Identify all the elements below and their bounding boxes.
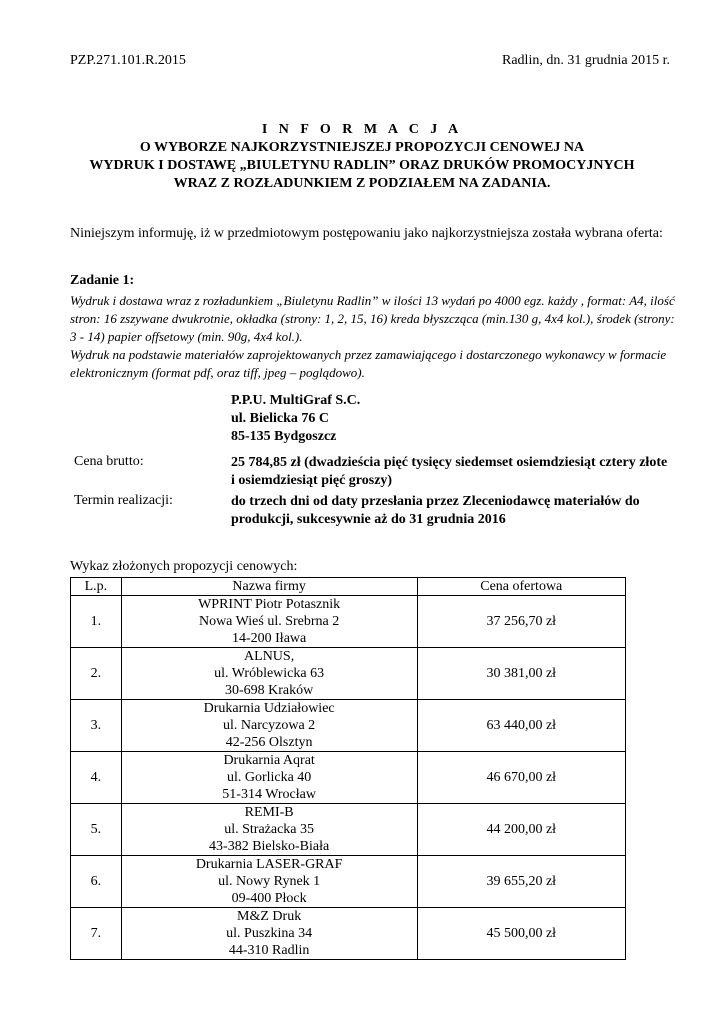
company-city: 51-314 Wrocław [222,787,316,802]
table-row [71,856,626,908]
header-price: Cena ofertowa [417,578,625,596]
price-label: Cena brutto: [74,454,144,469]
row-price: 37 256,70 zł [417,596,625,648]
row-price: 46 670,00 zł [417,752,625,804]
table-row [71,908,626,960]
table-row [71,700,626,752]
company-street: ul. Puszkina 34 [226,926,313,941]
title-line-3: WYDRUK I DOSTAWĘ „BIULETYNU RADLIN” ORAZ DRUKÓW PROMOCYJNYCH [89,158,635,173]
winner-street: ul. Bielicka 76 C [231,411,330,426]
company-name: Drukarnia Aqrat [223,753,315,768]
row-lp: 2. [71,648,122,700]
header-lp: L.p. [71,578,122,596]
row-company [121,804,417,856]
row-company [121,856,417,908]
row-company [121,752,417,804]
company-street: ul. Strażacka 35 [224,822,315,837]
company-city: 30-698 Kraków [224,683,314,698]
row-company [121,700,417,752]
offers-table [70,577,626,960]
task-description [70,292,682,382]
row-price: 44 200,00 zł [417,804,625,856]
header-company-name: Nazwa firmy [121,578,417,596]
title-line-2: O WYBORZE NAJKORZYSTNIEJSZEJ PROPOZYCJI CENOWEJ NA [139,140,585,155]
company-name: WPRINT Piotr Potasznik [198,597,341,612]
title-line-1: I N F O R M A C J A [261,122,463,137]
winner-name: P.P.U. MultiGraf S.C. [231,393,361,408]
company-street: ul. Nowy Rynek 1 [218,874,321,889]
company-street: ul. Narcyzowa 2 [223,718,316,733]
row-company [121,596,417,648]
price-value: 25 784,85 zł (dwadzieścia pięć tysięcy siedemset osiemdziesiąt cztery złote i osiemdziesiąt pięć groszy) [231,455,668,488]
company-city: 43-382 Bielsko-Biała [209,839,330,854]
row-price: 63 440,00 zł [417,700,625,752]
place-and-date: Radlin, dn. 31 grudnia 2015 r. [502,53,670,68]
table-row [71,648,626,700]
winner-city: 85-135 Bydgoszcz [231,429,337,444]
company-city: 14-200 Iława [231,631,307,646]
table-row [71,596,626,648]
row-price: 39 655,20 zł [417,856,625,908]
company-name: Drukarnia Udziałowiec [203,701,335,716]
task-description-2: Wydruk na podstawie materiałów zaprojektowanych przez zamawiającego i dostarczonego wykonawcy w formacie elektronicznym (format pdf, oraz tiff, jpeg – poglądowo). [70,347,667,380]
reference-number: PZP.271.101.R.2015 [70,53,186,68]
row-company [121,648,417,700]
row-lp: 5. [71,804,122,856]
company-city: 44-310 Radlin [228,943,310,958]
company-street: ul. Wróblewicka 63 [214,666,325,681]
winner-company [231,392,360,446]
title-line-4: WRAZ Z ROZŁADUNKIEM Z PODZIAŁEM NA ZADANIA. [173,176,551,191]
document-title [60,121,664,193]
company-street: ul. Gorlicka 40 [226,770,312,785]
company-street: Nowa Wieś ul. Srebrna 2 [198,614,340,629]
company-city: 42-256 Olsztyn [225,735,313,750]
row-company [121,908,417,960]
offers-caption: Wykaz złożonych propozycji cenowych: [70,559,298,574]
row-lp: 3. [71,700,122,752]
table-row [71,804,626,856]
intro-paragraph: Niniejszym informuję, iż w przedmiotowym postępowaniu jako najkorzystniejsza została wybrana oferta: [70,226,663,241]
deadline-label: Termin realizacji: [74,493,173,508]
row-lp: 1. [71,596,122,648]
company-name: REMI-B [244,805,294,820]
row-lp: 6. [71,856,122,908]
table-header-row [71,578,626,596]
table-row [71,752,626,804]
company-city: 09-400 Płock [231,891,307,906]
company-name: ALNUS, [244,649,295,664]
task-description-1: Wydruk i dostawa wraz z rozładunkiem „Biuletynu Radlin” w ilości 13 wydań po 4000 egz. każdy , format: A4, ilość stron: 16 zszywane dwukrotnie, okładka (strony: 1, 2, 15, 16) kreda błyszcząca (min.130 g, 4x4 kol.), środek (strony: 3 - 14) papier offsetowy (min. 90g, 4x4 kol.). [70,293,675,344]
row-price: 45 500,00 zł [417,908,625,960]
row-price: 30 381,00 zł [417,648,625,700]
task-heading: Zadanie 1: [70,273,135,288]
deadline-value: do trzech dni od daty przesłania przez Zleceniodawcę materiałów do produkcji, sukcesywnie aż do 31 grudnia 2016 [231,494,640,527]
company-name: M&Z Druk [237,909,302,924]
row-lp: 4. [71,752,122,804]
row-lp: 7. [71,908,122,960]
company-name: Drukarnia LASER-GRAF [195,857,343,872]
offers-table-body [71,596,626,960]
